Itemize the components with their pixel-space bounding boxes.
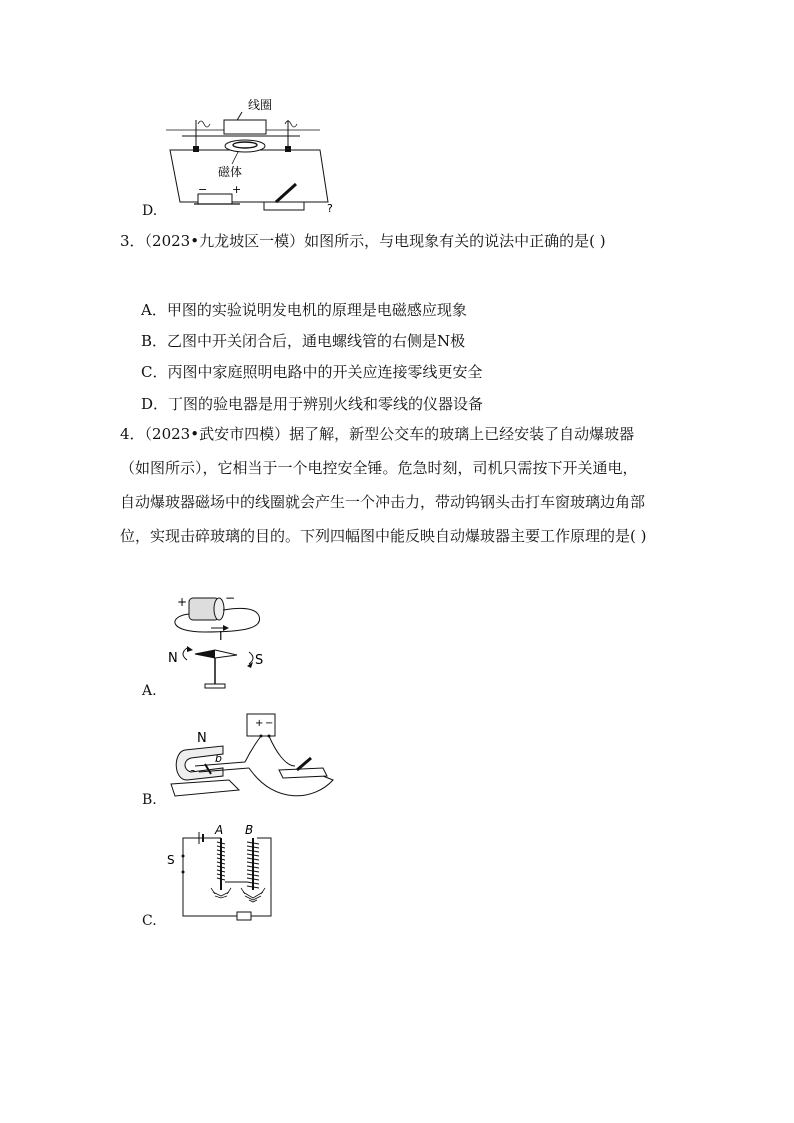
q3-option-b: B．乙图中开关闭合后，通电螺线管的右侧是N极 bbox=[141, 332, 466, 350]
q4-stem-line-2: （如图所示），它相当于一个电控安全锤。危急时刻，司机只需按下开关通电， bbox=[120, 459, 638, 477]
q4-option-c-figure bbox=[165, 820, 285, 930]
north-label: N bbox=[168, 651, 178, 666]
battery-minus: − bbox=[198, 183, 208, 196]
battery-minus: − bbox=[225, 591, 236, 605]
q4-stem bbox=[120, 417, 680, 553]
battery-minus: − bbox=[265, 718, 274, 729]
current-label: I bbox=[219, 629, 223, 643]
rod-end-b: b bbox=[215, 752, 222, 765]
q3-option-d: D．丁图的验电器是用于辨别火线和零线的仪器设备 bbox=[141, 395, 484, 413]
coil-label: 线圈 bbox=[248, 98, 273, 112]
magnet-label: 磁体 bbox=[218, 165, 243, 179]
electromagnet-b-label: B bbox=[245, 823, 254, 837]
magnet-north-label: N bbox=[197, 731, 207, 746]
battery-plus: + bbox=[177, 595, 188, 609]
south-label: S bbox=[255, 653, 264, 668]
q2-option-d-figure bbox=[160, 90, 340, 220]
switch-label: S bbox=[167, 853, 175, 867]
q3-stem: 3．（2023•九龙坡区一模）如图所示，与电现象有关的说法中正确的是( ) bbox=[120, 232, 606, 250]
q4-stem-line-3: 自动爆玻器磁场中的线圈就会产生一个冲击力，带动钨钢头击打车窗玻璃边角部 bbox=[120, 493, 646, 511]
unknown-mark: ? bbox=[327, 202, 333, 215]
q4-option-b-letter: B. bbox=[142, 792, 157, 808]
q4-option-a-letter: A. bbox=[142, 683, 157, 699]
q4-stem-line-4: 位，实现击碎玻璃的目的。下列四幅图中能反映自动爆玻器主要工作原理的是( ) bbox=[120, 527, 647, 545]
q2-option-d-letter: D. bbox=[142, 203, 158, 219]
battery-plus: + bbox=[232, 183, 242, 196]
q4-option-b-figure bbox=[165, 710, 340, 810]
q4-option-a-figure bbox=[165, 588, 275, 698]
electromagnet-a-label: A bbox=[215, 823, 224, 837]
q3-option-c: C．丙图中家庭照明电路中的开关应连接零线更安全 bbox=[141, 363, 483, 381]
q4-option-c-letter: C. bbox=[142, 913, 157, 929]
q4-stem-line-1: 4．（2023•武安市四模）据了解，新型公交车的玻璃上已经安装了自动爆玻器 bbox=[120, 425, 635, 443]
battery-plus: + bbox=[255, 718, 264, 729]
q3-option-a: A．甲图的实验说明发电机的原理是电磁感应现象 bbox=[141, 301, 467, 319]
